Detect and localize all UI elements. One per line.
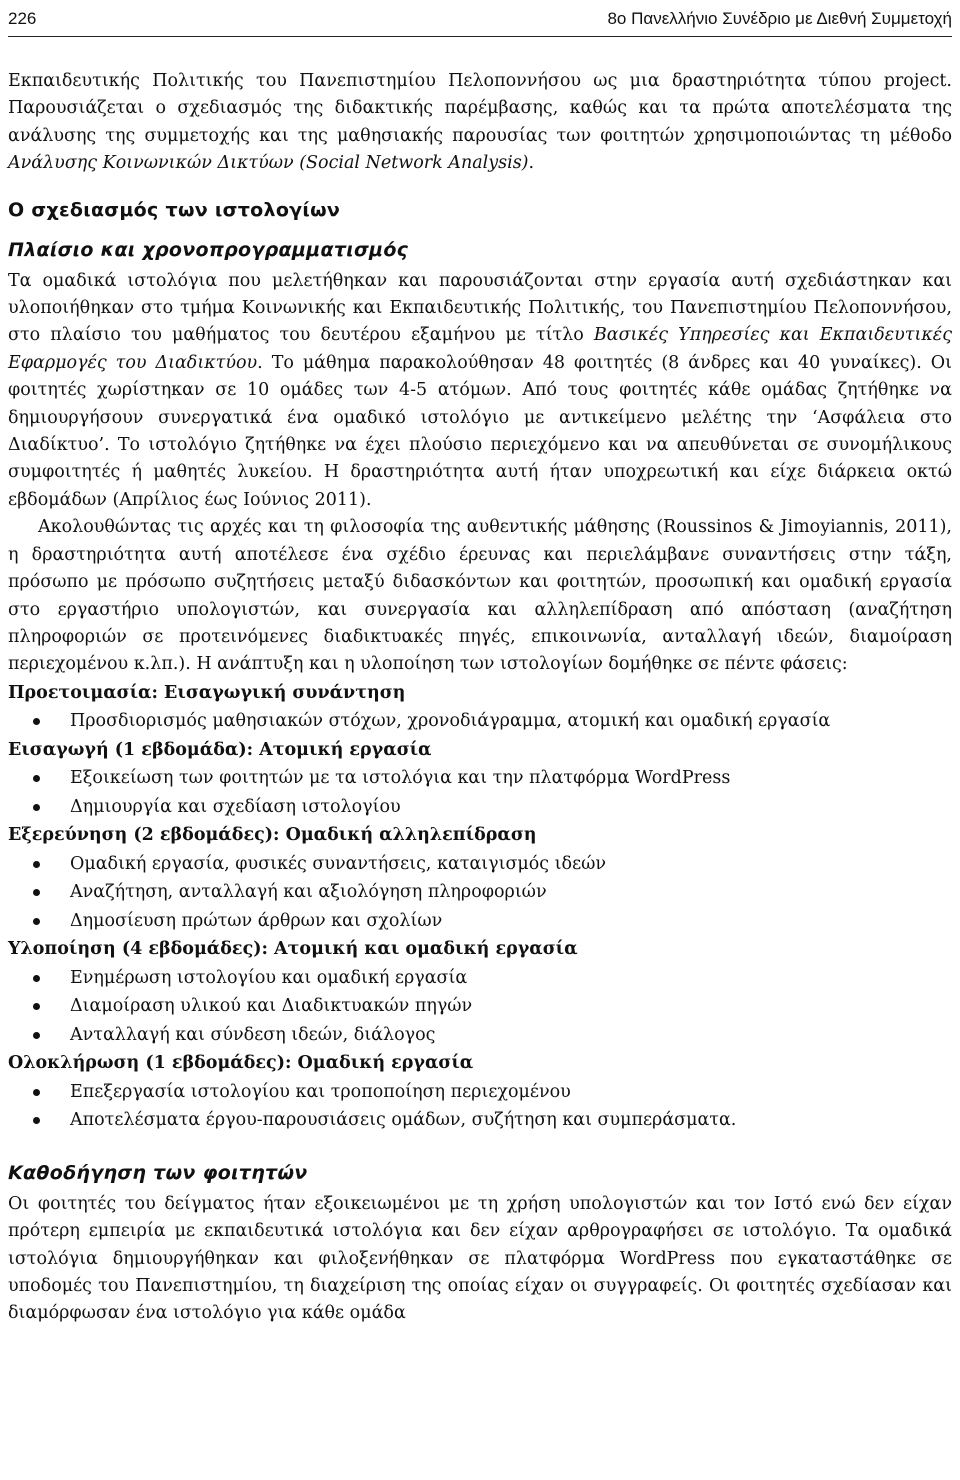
phase-list bbox=[8, 850, 952, 936]
paragraph-guidance: Οι φοιτητές του δείγματος ήταν εξοικειωμένοι με τη χρήση υπολογιστών και τον Ιστό ενώ δεν είχαν πρότερη εμπειρία με εκπαιδευτικά ιστολόγια και δεν είχαν αρθρογραφήσει σε ιστολόγιο. Τα ομαδικά ιστολόγια δημιουργήθηκαν και φιλοξενήθηκαν σε πλατφόρμα WordPress που εγκαταστάθηκε σε υποδομές του Πανεπιστημίου, τη διαχείριση της οποίας είχαν οι συγγραφείς. Οι φοιτητές σχεδίασαν και διαμόρφωσαν ένα ιστολόγιο για κάθε ομάδα bbox=[8, 1193, 952, 1324]
phase-block bbox=[8, 736, 952, 822]
para1-text-1: Τα ομαδικά ιστολόγια που μελετήθηκαν και παρουσιάζονται στην εργασία αυτή σχεδιάστηκαν και υλοποιήθηκαν στο τμήμα Κοινωνικής και Εκπαιδευτικής Πολιτικής, του Πανεπιστημίου Πελοποννήσου, στο πλαίσιο του μαθήματος του δευτέρου εξαμήνου με τίτλο bbox=[8, 270, 952, 346]
phase-list bbox=[8, 707, 952, 736]
subsection-heading-guidance: Καθοδήγηση των φοιτητών bbox=[8, 1161, 308, 1184]
phase-list bbox=[8, 964, 952, 1050]
phase-title: Προετοιμασία: Εισαγωγική συνάντηση bbox=[8, 682, 406, 703]
header-rule bbox=[8, 36, 952, 37]
phase-block bbox=[8, 821, 952, 935]
phase-title: Εισαγωγή (1 εβδομάδα): Ατομική εργασία bbox=[8, 739, 432, 760]
phase-list bbox=[8, 1078, 952, 1135]
intro-method: Ανάλυσης Κοινωνικών Δικτύων (Social Network Analysis) bbox=[8, 153, 529, 174]
list-item: Προσδιορισμός μαθησιακών στόχων, χρονοδιάγραμμα, ατομική και ομαδική εργασία bbox=[8, 707, 952, 736]
phase-block bbox=[8, 1049, 952, 1135]
course-title: Βασικές Υπηρεσίες και Εκπαιδευτικές Εφαρμογές του Διαδικτύου bbox=[8, 325, 952, 373]
section-heading: Ο σχεδιασμός των ιστολογίων bbox=[8, 198, 341, 221]
page-header bbox=[8, 4, 952, 34]
phase-title: Ολοκλήρωση (1 εβδομάδες): Ομαδική εργασία bbox=[8, 1053, 474, 1074]
running-header: 8ο Πανελλήνιο Συνέδριο με Διεθνή Συμμετοχή bbox=[607, 9, 952, 28]
page-number: 226 bbox=[8, 9, 37, 28]
list-item: Αποτελέσματα έργου-παρουσιάσεις ομάδων, συζήτηση και συμπεράσματα. bbox=[8, 1106, 952, 1135]
list-item: Δημιουργία και σχεδίαση ιστολογίου bbox=[8, 793, 952, 822]
paragraph-framework bbox=[8, 268, 952, 515]
intro-text-1: Εκπαιδευτικής Πολιτικής του Πανεπιστημίου Πελοποννήσου ως μια δραστηριότητα τύπου project. Παρουσιάζεται ο σχεδιασμός της διδακτικής παρέμβασης, καθώς και τα πρώτα αποτελέσματα της ανάλυσης της συμμετοχής και της μαθησιακής παρουσίας των φοιτητών χρησιμοποιώντας τη μέθοδο bbox=[8, 71, 952, 146]
list-item: Δημοσίευση πρώτων άρθρων και σχολίων bbox=[8, 907, 952, 936]
page-content bbox=[8, 68, 952, 1328]
phase-block bbox=[8, 935, 952, 1049]
phase-title: Υλοποίηση (4 εβδομάδες): Ατομική και ομαδική εργασία bbox=[8, 939, 578, 960]
list-item: Διαμοίραση υλικού και Διαδικτυακών πηγών bbox=[8, 992, 952, 1021]
intro-paragraph bbox=[8, 68, 952, 178]
para1-text-2: . Το μάθημα παρακολούθησαν 48 φοιτητές (8 άνδρες και 40 γυναίκες). Οι φοιτητές χωρίστηκαν σε 10 ομάδες των 4-5 ατόμων. Από τους φοιτητές κάθε ομάδας ζητήθηκε να δημιουργήσουν συνεργατικά ένα ομαδικό ιστολόγιο με αντικείμενο μελέτης την ‘Ασφάλεια στο Διαδίκτυο’. Το ιστολόγιο ζητήθηκε να έχει πλούσιο περιεχόμενο και να απευθύνεται σε συνομήλικους συμφοιτητές ή μαθητές λυκείου. Η δραστηριότητα αυτή ήταν υποχρεωτική και είχε διάρκεια οκτώ εβδομάδων (Απρίλιος έως Ιούνιος 2011). bbox=[8, 352, 952, 510]
phase-list bbox=[8, 764, 952, 821]
phase-title: Εξερεύνηση (2 εβδομάδες): Ομαδική αλληλεπίδραση bbox=[8, 825, 537, 846]
list-item: Ομαδική εργασία, φυσικές συναντήσεις, καταιγισμός ιδεών bbox=[8, 850, 952, 879]
list-item: Επεξεργασία ιστολογίου και τροποποίηση περιεχομένου bbox=[8, 1078, 952, 1107]
subsection-heading: Πλαίσιο και χρονοπρογραμματισμός bbox=[8, 238, 409, 261]
list-item: Ενημέρωση ιστολογίου και ομαδική εργασία bbox=[8, 964, 952, 993]
intro-text-2: . bbox=[528, 153, 535, 174]
paragraph-authentic-learning: Ακολουθώντας τις αρχές και τη φιλοσοφία της αυθεντικής μάθησης (Roussinos & Jimoyiannis, 2011), η δραστηριότητα αυτή αποτέλεσε ένα σχέδιο έρευνας και περιελάμβανε συναντήσεις στην τάξη, πρόσωπο με πρόσωπο συζητήσεις μεταξύ διδασκόντων και φοιτητών, προσωπική και ομαδική εργασία στο εργαστήριο υπολογιστών, και συνεργασία και αλληλεπίδραση από απόσταση (αναζήτηση πληροφοριών σε προτεινόμενες διαδικτυακές πηγές, επικοινωνία, ανταλλαγή ιδεών, διαμοίραση περιεχομένου κ.λπ.). Η ανάπτυξη και η υλοποίηση των ιστολογίων δομήθηκε σε πέντε φάσεις: bbox=[8, 517, 952, 675]
list-item: Ανταλλαγή και σύνδεση ιδεών, διάλογος bbox=[8, 1021, 952, 1050]
phase-block bbox=[8, 679, 952, 736]
list-item: Εξοικείωση των φοιτητών με τα ιστολόγια και την πλατφόρμα WordPress bbox=[8, 764, 952, 793]
list-item: Αναζήτηση, ανταλλαγή και αξιολόγηση πληροφοριών bbox=[8, 878, 952, 907]
